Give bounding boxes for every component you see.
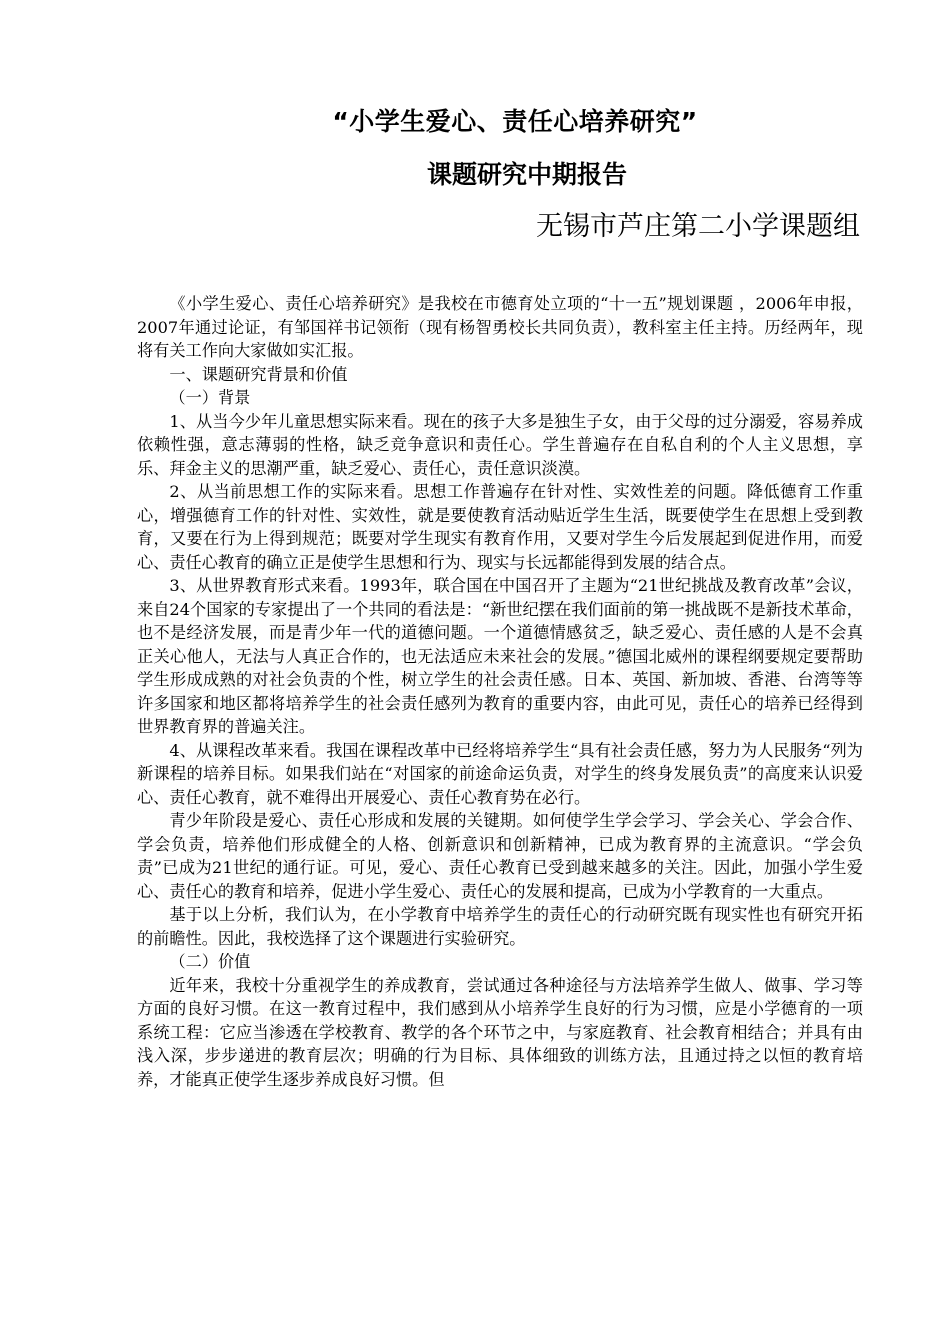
paragraph-intro: 《小学生爱心、责任心培养研究》是我校在市德育处立项的“十一五”规划课题 ，2006年申报，2007年通过论证，有邹国祥书记领衔（现有杨智勇校长共同负责），教科室主任主持。历经两年，现将有关工作向大家做如实汇报。 bbox=[137, 294, 863, 360]
paragraph-value: 近年来，我校十分重视学生的养成教育，尝试通过各种途径与方法培养学生做人、做事、学习等方面的良好习惯。在这一教育过程中，我们感到从小培养学生良好的行为习惯，应是小学德育的一项系统工程：它应当渗透在学校教育、教学的各个环节之中，与家庭教育、社会教育相结合；并具有由浅入深，步步递进的教育层次；明确的行为目标、具体细致的训练方法，且通过持之以恒的教育培养，才能真正使学生逐步养成良好习惯。但 bbox=[137, 975, 863, 1089]
paragraph-youth: 青少年阶段是爱心、责任心形成和发展的关键期。如何使学生学会学习、学会关心、学会合作、学会负责，培养他们形成健全的人格、创新意识和创新精神，已成为教育界的主流意识。“学会负责”已成为21世纪的通行证。可见，爱心、责任心教育已受到越来越多的关注。因此，加强小学生爱心、责任心的教育和培养，促进小学生爱心、责任心的发展和提高，已成为小学教育的一大重点。 bbox=[137, 811, 863, 901]
paragraph-point-2: 2、从当前思想工作的实际来看。思想工作普遍存在针对性、实效性差的问题。降低德育工作重心，增强德育工作的针对性、实效性，就是要使教育活动贴近学生生活，既要使学生在思想上受到教育，又要在行为上得到规范；既要对学生现实有教育作用，又要对学生今后发展起到促进作用，而爱心、责任心教育的确立正是使学生思想和行为、现实与长远都能得到发展的结合点。 bbox=[137, 482, 863, 572]
section-heading-1: 一、课题研究背景和价值 bbox=[169, 364, 348, 384]
subsection-heading-background: （一）背景 bbox=[169, 388, 251, 407]
paragraph-point-1: 1、从当今少年儿童思想实际来看。现在的孩子大多是独生子女，由于父母的过分溺爱，容易养成依赖性强，意志薄弱的性格，缺乏竞争意识和责任心。学生普遍存在自私自利的个人主义思想，享乐、拜金主义的思潮严重，缺乏爱心、责任心，责任意识淡漠。 bbox=[137, 411, 863, 478]
report-subtitle: 课题研究中期报告 bbox=[426, 160, 627, 189]
paragraph-point-3: 3、从世界教育形式来看。1993年，联合国在中国召开了主题为“21世纪挑战及教育改革”会议，来自24个国家的专家提出了一个共同的看法是：“新世纪摆在我们面前的第一挑战既不是新技术革命，也不是经济发展，而是青少年一代的道德问题。一个道德情感贫乏，缺乏爱心、责任感的人是不会真正关心他人，无法与人真正合作的，也无法适应未来社会的发展。”德国北威州的课程纲要规定要帮助学生形成成熟的对社会负责的个性，树立学生的社会责任感。日本、英国、新加坡、香港、台湾等等许多国家和地区都将培养学生的社会责任感列为教育的重要内容，由此可见，责任心的培养已经得到世界教育界的普遍关注。 bbox=[137, 576, 863, 736]
author-line: 无锡市芦庄第二小学课题组 bbox=[536, 211, 860, 242]
report-title: “小学生爱心、责任心培养研究” bbox=[332, 107, 698, 136]
paragraph-point-4: 4、从课程改革来看。我国在课程改革中已经将培养学生“具有社会责任感，努力为人民服务“列为新课程的培养目标。如果我们站在“对国家的前途命运负责，对学生的终身发展负责”的高度来认识爱心、责任心教育，就不难得出开展爱心、责任心教育势在必行。 bbox=[137, 740, 863, 807]
paragraph-analysis: 基于以上分析，我们认为，在小学教育中培养学生的责任心的行动研究既有现实性也有研究开拓的前瞻性。因此，我校选择了这个课题进行实验研究。 bbox=[137, 905, 863, 948]
subsection-heading-value: （二）价值 bbox=[169, 952, 251, 971]
body-text bbox=[137, 292, 863, 1091]
